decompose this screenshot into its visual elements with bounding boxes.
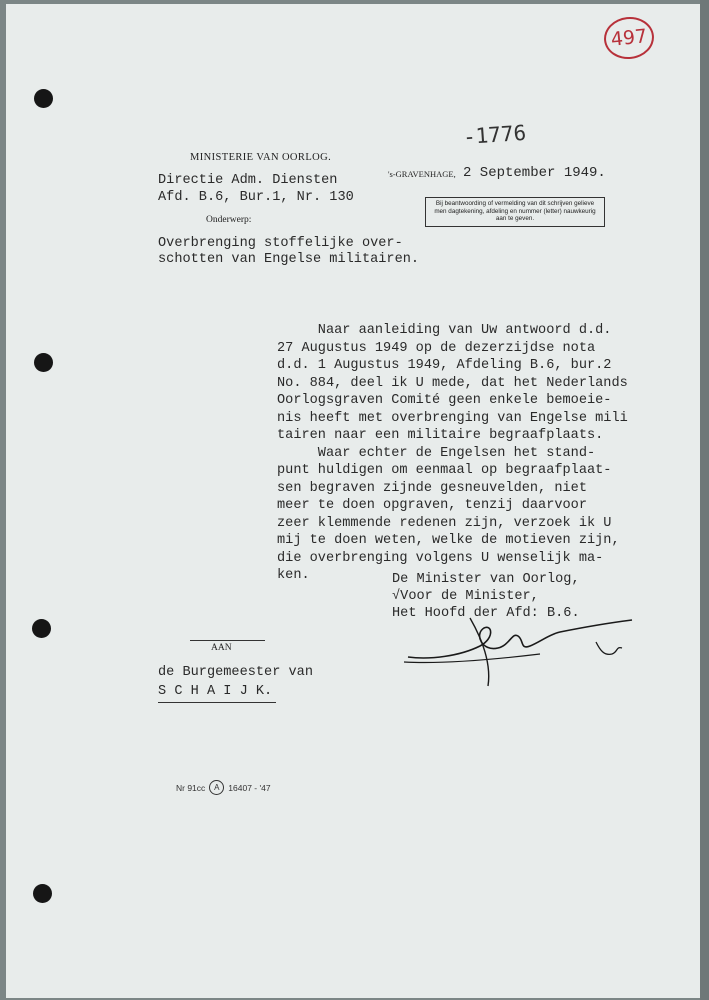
addressee-underline bbox=[158, 702, 276, 703]
body-line: Oorlogsgraven Comité geen enkele bemoeie- bbox=[277, 393, 612, 408]
punch-hole-lower bbox=[32, 619, 51, 638]
body-line: nis heeft met overbrenging van Engelse mili bbox=[277, 410, 628, 426]
printer-code: Nr 91cc bbox=[176, 782, 206, 793]
body-line: die overbrenging volgens U wenselijk ma- bbox=[277, 550, 604, 566]
printer-circle-icon bbox=[209, 780, 224, 795]
reference-line-2: Afd. B.6, Bur.1, Nr. 130 bbox=[158, 190, 354, 205]
page-edge-shadow bbox=[700, 0, 709, 1000]
signature-line-1: De Minister van Oorlog, bbox=[392, 572, 580, 587]
archive-number: -1776 bbox=[462, 120, 527, 150]
punch-hole-top bbox=[34, 89, 53, 108]
body-line: mij te doen weten, welke de motieven zijn, bbox=[277, 533, 620, 548]
archive-stamp-number: 497 bbox=[609, 25, 649, 51]
reply-instruction-box bbox=[425, 197, 605, 227]
punch-hole-bottom bbox=[33, 884, 52, 903]
letter-body bbox=[277, 322, 628, 585]
subject-line-2: schotten van Engelse militairen. bbox=[158, 252, 420, 267]
addressee-rule bbox=[190, 640, 265, 641]
subject-line-1: Overbrenging stoffelijke over- bbox=[158, 236, 403, 251]
reference-line-1: Directie Adm. Diensten bbox=[158, 173, 338, 188]
body-line: punt huldigen om eenmaal op begraafplaat- bbox=[277, 463, 612, 478]
printer-mark bbox=[176, 780, 271, 795]
body-line: tairen naar een militaire begraafplaats. bbox=[277, 428, 604, 443]
signature-line-3: Het Hoofd der Afd: B.6. bbox=[392, 606, 580, 621]
body-line: Waar echter de Engelsen het stand- bbox=[277, 445, 596, 461]
signature-line-2: √Voor de Minister, bbox=[392, 589, 539, 604]
printer-circle-letter: A bbox=[214, 783, 220, 792]
addressee-line-1: de Burgemeester van bbox=[158, 665, 313, 680]
reply-instruction-text: Bij beantwoording of vermelding van dit schrijven gelieve men dagtekening, afdeling en nummer (letter) nauwkeurig aan te geven. bbox=[434, 200, 596, 223]
body-line: meer te doen opgraven, tenzij daarvoor bbox=[277, 498, 587, 513]
handwritten-signature bbox=[400, 602, 640, 692]
body-line: sen begraven zijnde gesneuvelden, niet bbox=[277, 480, 587, 496]
body-line: ken. bbox=[277, 568, 310, 583]
printer-number: 16407 - '47 bbox=[228, 782, 271, 793]
addressee-line-2: S C H A I J K. bbox=[158, 684, 273, 699]
ministry-heading: MINISTERIE VAN OORLOG. bbox=[190, 152, 332, 163]
body-line: No. 884, deel ik U mede, dat het Nederlands bbox=[277, 375, 628, 391]
body-line: 27 Augustus 1949 op de dezerzijdse nota bbox=[277, 340, 596, 356]
addressee-label: AAN bbox=[211, 643, 232, 653]
letter-date: 2 September 1949. bbox=[463, 165, 606, 181]
body-line: zeer klemmende redenen zijn, verzoek ik U bbox=[277, 515, 612, 531]
body-line: Naar aanleiding van Uw antwoord d.d. bbox=[277, 323, 612, 338]
punch-hole-upper bbox=[34, 353, 53, 372]
subject-label: Onderwerp: bbox=[206, 215, 252, 225]
city-label: 's-GRAVENHAGE, bbox=[388, 169, 456, 179]
body-line: d.d. 1 Augustus 1949, Afdeling B.6, bur.2 bbox=[277, 358, 612, 373]
